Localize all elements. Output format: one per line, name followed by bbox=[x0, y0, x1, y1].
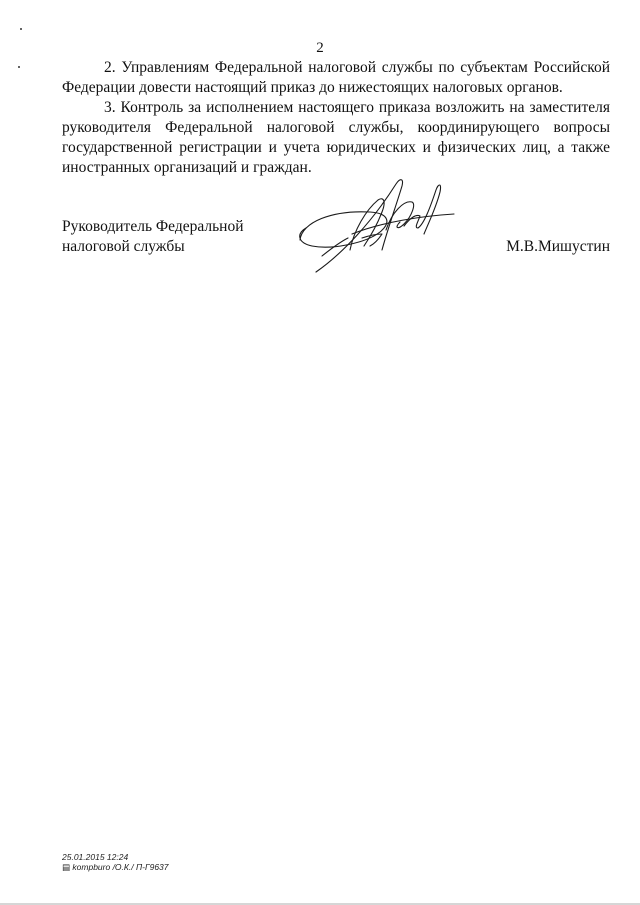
print-footer bbox=[62, 852, 169, 872]
page-number: 2 bbox=[316, 40, 324, 56]
signer-name: М.В.Мишустин bbox=[506, 238, 610, 255]
handwritten-signature bbox=[292, 172, 462, 280]
document-body bbox=[62, 58, 610, 178]
print-timestamp: 25.01.2015 12:24 bbox=[62, 852, 129, 862]
scan-speck bbox=[18, 66, 20, 68]
signatory-position-line-2: налоговой службы bbox=[62, 238, 185, 255]
print-reference bbox=[62, 862, 169, 872]
scan-speck bbox=[20, 28, 22, 30]
paragraph-2: 2. Управлениям Федеральной налоговой службы по субъектам Российской Федерации довести настоящий приказ до нижестоящих налоговых органов. bbox=[62, 59, 610, 96]
signatory-position-line-1: Руководитель Федеральной bbox=[62, 218, 244, 235]
print-reference-text: kompburo /О.К./ П-Г9637 bbox=[72, 862, 169, 872]
file-icon: ▤ bbox=[62, 862, 73, 872]
signatory-position bbox=[62, 217, 244, 257]
paragraph-3: 3. Контроль за исполнением настоящего приказа возложить на заместителя руководителя Федеральной налоговой службы, координирующего вопросы государственной регистрации и учета юридических и физических лиц, а также иностранных организаций и граждан. bbox=[62, 99, 610, 176]
